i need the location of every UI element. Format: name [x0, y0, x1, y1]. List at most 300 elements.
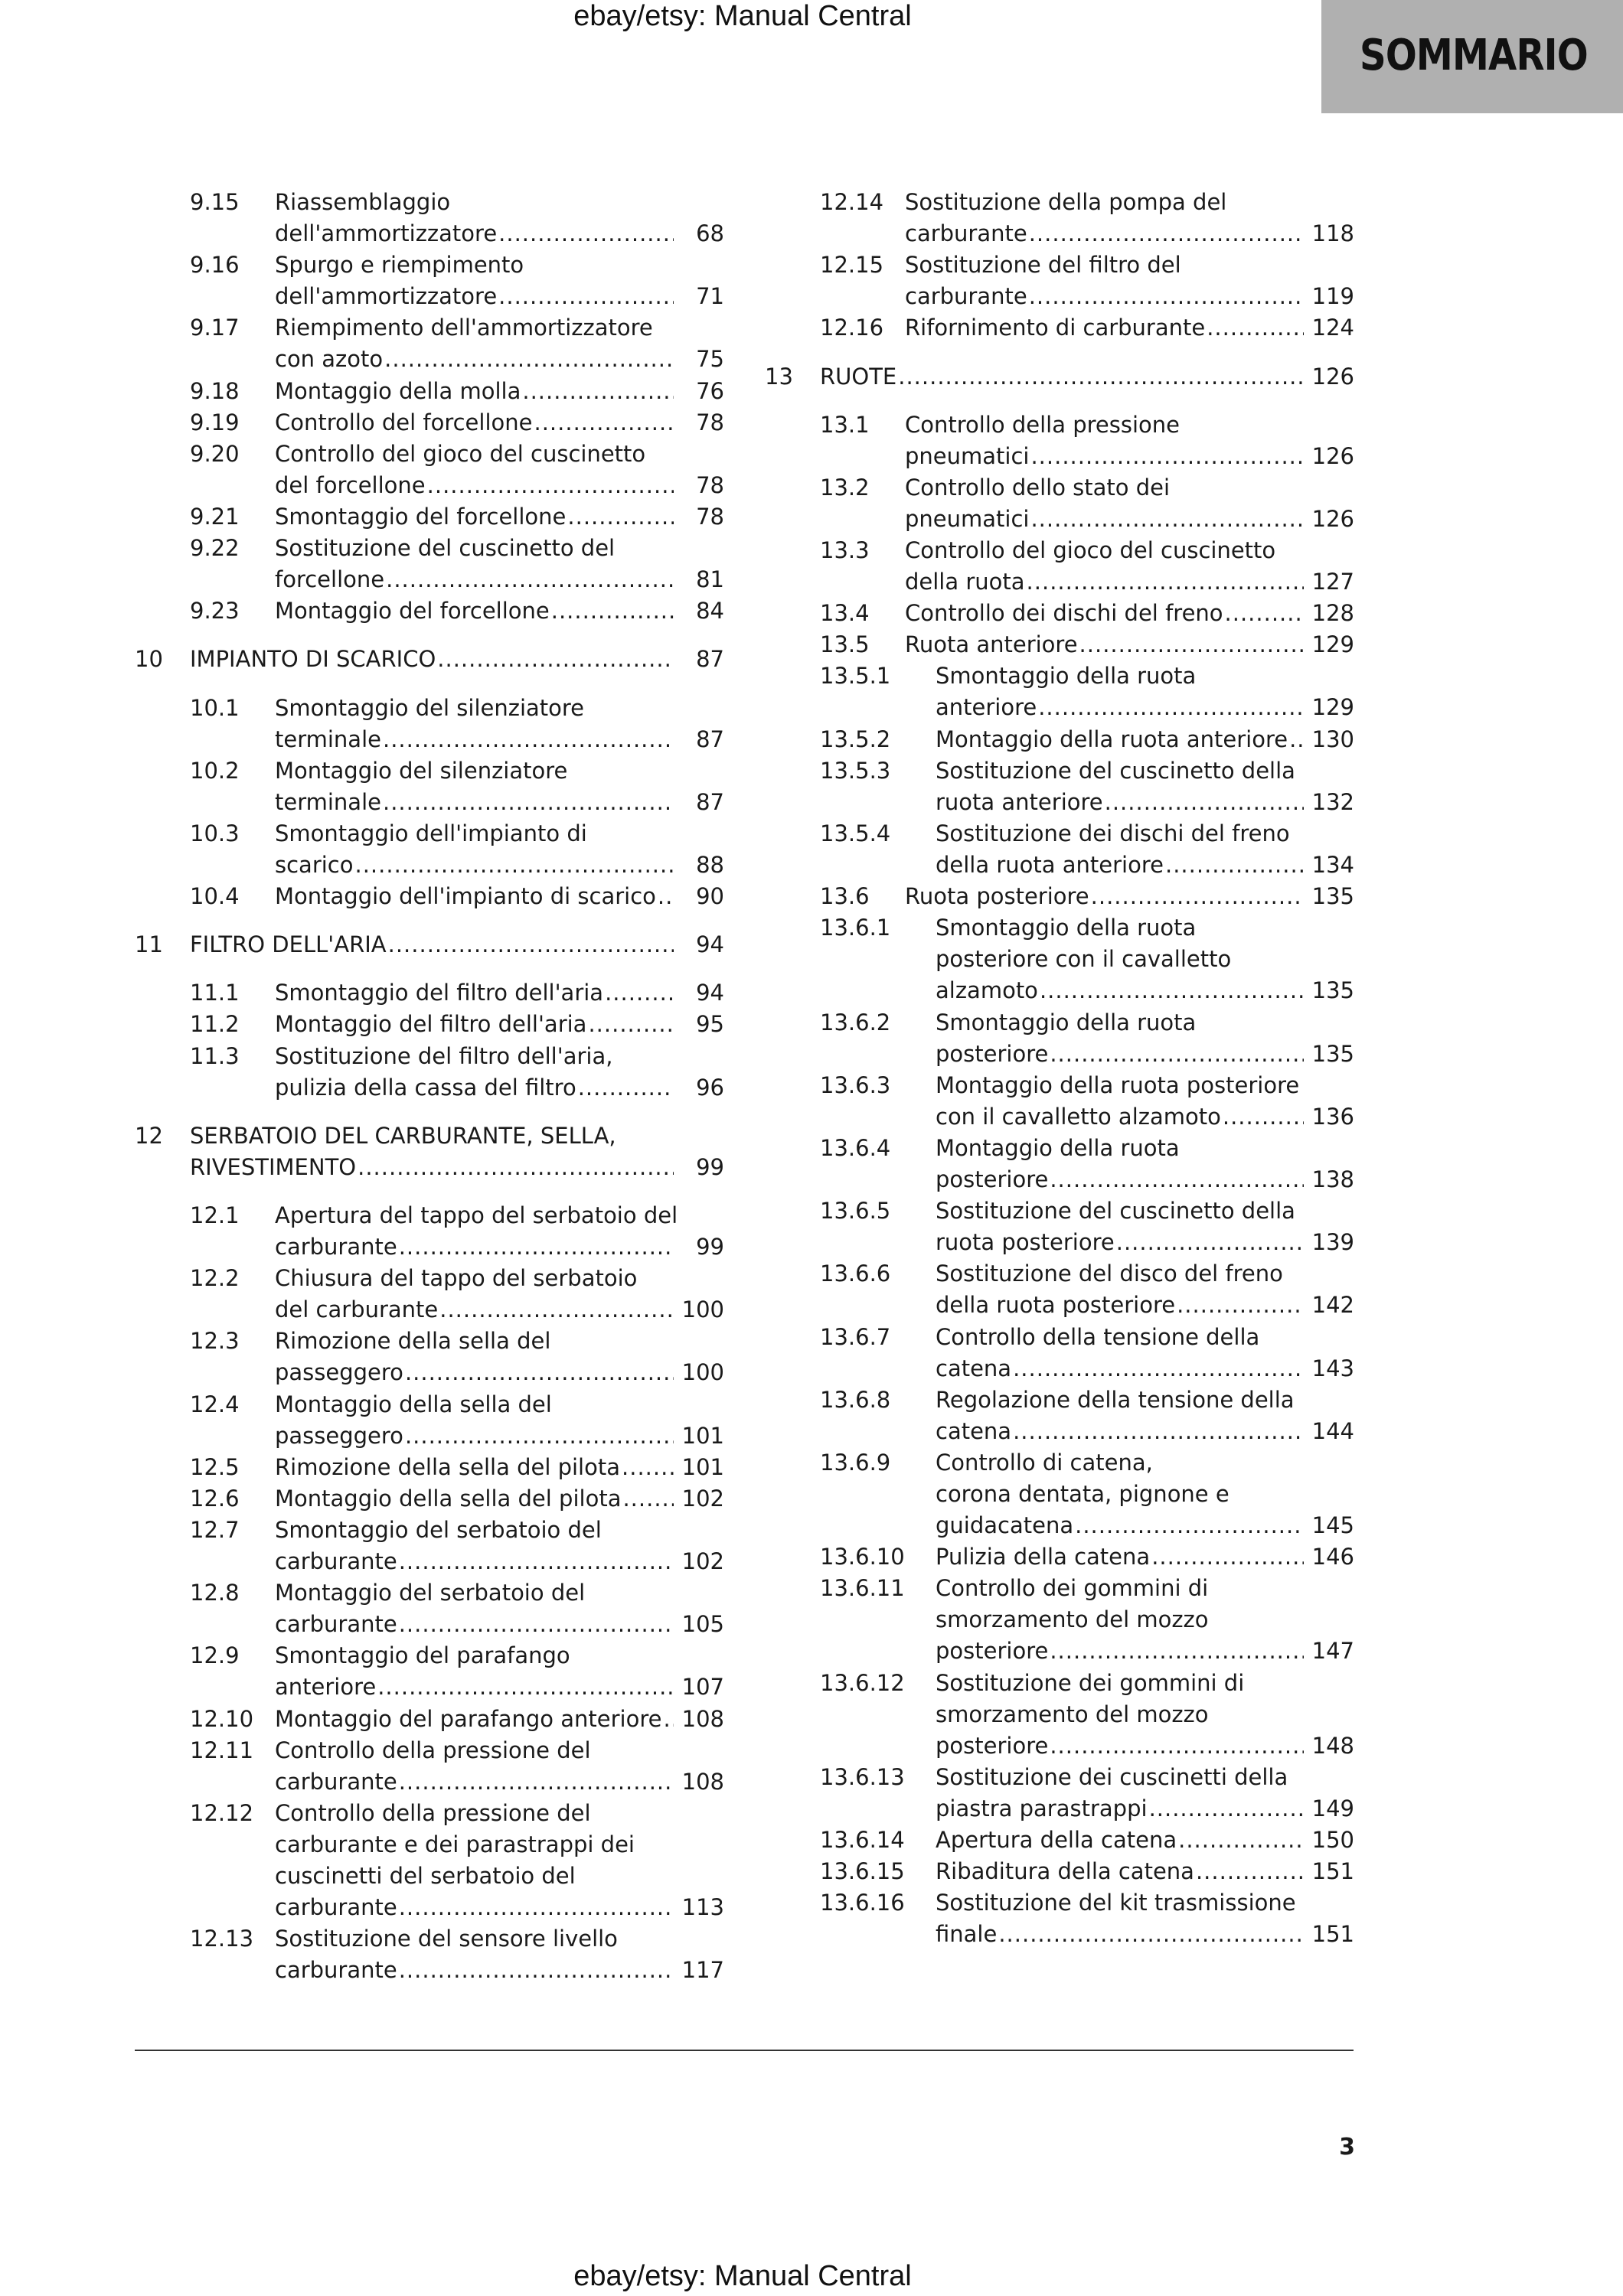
toc-entry-title-line: Smontaggio dell'impianto di: [275, 820, 587, 846]
dot-leader: [498, 218, 674, 249]
toc-entry-title-line: posteriore: [936, 1732, 1049, 1759]
toc-entry-number: 12.3: [190, 1328, 240, 1355]
toc-entry-number: 13.6.2: [820, 1009, 891, 1035]
toc-entry-number: 13.6.10: [820, 1544, 905, 1570]
toc-entry-title-line: posteriore: [936, 1040, 1049, 1067]
dot-leader: [1177, 1290, 1304, 1320]
toc-entry-number: 13.3: [820, 537, 870, 563]
toc-entry: [135, 1515, 724, 1577]
toc-entry-page: 107: [681, 1674, 724, 1701]
toc-entry: [135, 1200, 724, 1263]
toc-entry: [765, 187, 1354, 249]
toc-entry-number: 13.6.9: [820, 1449, 891, 1476]
toc-entry-number: 12.12: [190, 1799, 254, 1826]
toc-entry: [765, 818, 1354, 881]
toc-entry-title-line: della ruota anteriore: [936, 851, 1164, 878]
toc-entry-number: 13.4: [820, 600, 870, 627]
toc-entry: [765, 312, 1354, 344]
toc-entry-title-line: Spurgo e riempimento: [275, 252, 524, 279]
toc-entry-number: 13.5: [820, 631, 870, 658]
toc-entry-title-line: terminale: [275, 726, 381, 752]
toc-chapter-entry: [135, 644, 724, 675]
toc-entry-number: 10.3: [190, 820, 240, 846]
toc-entry-title-line: della ruota posteriore: [936, 1292, 1176, 1319]
toc-entry: [135, 881, 724, 912]
toc-entry-title-line: Smontaggio del serbatoio del: [275, 1516, 602, 1543]
toc-entry-title-line: posteriore con il cavalletto: [936, 946, 1232, 973]
toc-entry: [765, 1258, 1354, 1321]
toc-entry-page: 130: [1311, 726, 1354, 752]
toc-entry: [765, 1762, 1354, 1825]
toc-entry-title-line: Apertura del tappo del serbatoio del: [275, 1202, 678, 1228]
toc-entry-page: 113: [681, 1894, 724, 1921]
toc-entry: [135, 1483, 724, 1515]
toc-chapter-entry: [135, 1120, 724, 1183]
toc-entry-page: 78: [696, 471, 724, 498]
toc-entry-title-line: carburante: [275, 1957, 397, 1984]
toc-entry-number: 13.5.4: [820, 820, 891, 846]
toc-entry-title-line: pneumatici: [905, 505, 1030, 532]
section-title: SOMMARIO: [1360, 31, 1588, 80]
page-number: 3: [1339, 2134, 1355, 2161]
toc-entry-title-line: RUOTE: [820, 363, 897, 390]
toc-entry: [135, 439, 724, 501]
toc-chapter-entry: [765, 361, 1354, 393]
toc-entry-number: 9.22: [190, 535, 240, 562]
dot-leader: [567, 501, 674, 532]
dot-leader: [439, 1294, 674, 1325]
toc-entry: [135, 755, 724, 818]
toc-entry: [135, 1389, 724, 1452]
toc-entry-title-line: finale: [936, 1921, 998, 1948]
dot-leader: [622, 1452, 674, 1482]
toc-entry-title-line: Smontaggio della ruota: [936, 915, 1197, 941]
toc-entry: [135, 1577, 724, 1640]
toc-entry-title-line: carburante: [275, 1548, 397, 1574]
toc-entry-page: 87: [696, 788, 724, 815]
toc-entry-page: 139: [1311, 1229, 1354, 1256]
toc-entry-page: 144: [1311, 1417, 1354, 1444]
toc-entry-title-line: Smontaggio della ruota: [936, 1009, 1197, 1035]
toc-entry-number: 12.6: [190, 1485, 240, 1512]
toc-entry-title-line: dell'ammortizzatore: [275, 283, 498, 310]
toc-entry-title-line: Sostituzione del disco del freno: [936, 1261, 1283, 1287]
toc-entry: [135, 1263, 724, 1326]
toc-entry-title-line: smorzamento del mozzo: [936, 1701, 1209, 1727]
toc-entry-number: 13.6.1: [820, 915, 891, 941]
dot-leader: [355, 850, 674, 880]
toc-entry-title-line: anteriore: [275, 1674, 377, 1701]
toc-entry-title-line: smorzamento del mozzo: [936, 1606, 1209, 1633]
toc-entry-title-line: Montaggio della sella del: [275, 1391, 552, 1417]
dot-leader: [399, 1609, 674, 1639]
toc-entry-title-line: Montaggio del silenziatore: [275, 757, 568, 784]
toc-entry-page: 147: [1311, 1638, 1354, 1665]
dot-leader: [399, 1231, 674, 1262]
dot-leader: [1151, 1541, 1304, 1572]
toc-entry-page: 75: [696, 346, 724, 373]
toc-entry: [765, 1887, 1354, 1950]
toc-entry-title-line: corona dentata, pignone e: [936, 1480, 1229, 1507]
toc-entry-title-line: pulizia della cassa del filtro: [275, 1074, 576, 1101]
dot-leader: [399, 1955, 674, 1985]
toc-entry-number: 12.2: [190, 1265, 240, 1292]
dot-leader: [377, 1671, 674, 1702]
toc-entry-title-line: Sostituzione del sensore livello: [275, 1926, 618, 1952]
toc-entry-title-line: carburante: [275, 1233, 397, 1260]
dot-leader: [578, 1072, 674, 1103]
toc-entry-number: 9.16: [190, 252, 240, 279]
toc-entry-title-line: Smontaggio della ruota: [936, 663, 1197, 690]
toc-entry-page: 108: [681, 1768, 724, 1795]
dot-leader: [551, 595, 674, 626]
dot-leader: [1027, 566, 1304, 597]
toc-entry-page: 101: [681, 1422, 724, 1449]
toc-entry-title-line: Montaggio della ruota posteriore: [936, 1071, 1300, 1098]
toc-entry-number: 13.6.5: [820, 1198, 891, 1225]
toc-entry: [135, 533, 724, 595]
toc-entry-page: 78: [696, 409, 724, 435]
toc-entry-page: 134: [1311, 851, 1354, 878]
toc-entry: [765, 1007, 1354, 1070]
dot-leader: [1050, 1730, 1304, 1761]
toc-entry-page: 135: [1311, 1040, 1354, 1067]
dot-leader: [898, 361, 1304, 392]
toc-entry-title-line: Controllo di catena,: [936, 1449, 1153, 1476]
dot-leader: [1225, 598, 1304, 628]
toc-entry-page: 108: [681, 1705, 724, 1732]
dot-leader: [1050, 1039, 1304, 1069]
toc-entry-title-line: Montaggio della sella del pilota: [275, 1485, 622, 1512]
dot-leader: [498, 281, 674, 311]
toc-entry-title-line: Controllo del forcellone: [275, 409, 533, 435]
toc-entry-title-line: Controllo del gioco del cuscinetto: [275, 440, 646, 467]
toc-entry-title-line: Smontaggio del parafango: [275, 1642, 570, 1669]
toc-entry-title-line: con azoto: [275, 346, 384, 373]
toc-entry: [765, 1070, 1354, 1133]
toc-entry: [135, 1923, 724, 1986]
toc-entry-title-line: Controllo del gioco del cuscinetto: [905, 537, 1276, 563]
toc-entry-title-line: dell'ammortizzatore: [275, 220, 498, 247]
toc-entry-number: 12.14: [820, 189, 884, 215]
toc-entry-title-line: Sostituzione del filtro dell'aria,: [275, 1042, 613, 1069]
toc-entry-number: 9.17: [190, 315, 240, 341]
toc-entry: [135, 977, 724, 1009]
toc-entry-number: 12.7: [190, 1516, 240, 1543]
dot-leader: [622, 1483, 674, 1514]
toc-entry-title-line: Chiusura del tappo del serbatoio: [275, 1265, 638, 1292]
toc-entry-page: 132: [1311, 788, 1354, 815]
toc-entry: [765, 1322, 1354, 1384]
toc-entry-number: 13.5.1: [820, 663, 891, 690]
toc-entry-title-line: Rimozione della sella del: [275, 1328, 551, 1355]
toc-entry: [135, 1326, 724, 1388]
toc-entry: [135, 1704, 724, 1735]
toc-entry-title-line: Sostituzione dei dischi del freno: [936, 820, 1290, 846]
toc-entry-number: 12.5: [190, 1453, 240, 1480]
toc-entry-title-line: carburante e dei parastrappi dei: [275, 1831, 635, 1857]
dot-leader: [522, 376, 674, 406]
toc-entry-page: 95: [696, 1011, 724, 1038]
watermark-bottom: ebay/etsy: Manual Central: [573, 2260, 912, 2292]
toc-entry: [765, 755, 1354, 818]
toc-entry-number: 9.18: [190, 377, 240, 404]
toc-entry-page: 101: [681, 1453, 724, 1480]
toc-entry-page: 102: [681, 1485, 724, 1512]
toc-entry-page: 99: [696, 1153, 724, 1180]
toc-entry-page: 146: [1311, 1544, 1354, 1570]
toc-entry-page: 143: [1311, 1355, 1354, 1381]
dot-leader: [383, 787, 674, 817]
toc-entry-number: 13.6.7: [820, 1323, 891, 1350]
toc-entry-title-line: Sostituzione del filtro del: [905, 252, 1181, 279]
toc-entry-title-line: del forcellone: [275, 471, 426, 498]
toc-entry-number: 13.1: [820, 411, 870, 438]
dot-leader: [388, 929, 674, 960]
toc-entry-number: 9.20: [190, 440, 240, 467]
dot-leader: [1207, 312, 1304, 343]
toc-entry-number: 12.10: [190, 1705, 254, 1732]
dot-leader: [1178, 1825, 1304, 1855]
toc-entry-title-line: carburante: [275, 1611, 397, 1638]
toc-entry: [765, 1541, 1354, 1573]
toc-entry-title-line: Montaggio della ruota: [936, 1134, 1180, 1161]
toc-entry-number: 12.9: [190, 1642, 240, 1669]
toc-entry-title-line: Sostituzione dei cuscinetti della: [936, 1763, 1288, 1790]
toc-entry: [765, 598, 1354, 629]
toc-entry-number: 10.4: [190, 883, 240, 910]
toc-entry-title-line: della ruota: [905, 569, 1025, 595]
toc-entry-page: 126: [1311, 363, 1354, 390]
toc-entry-number: 9.23: [190, 598, 240, 625]
toc-entry: [765, 535, 1354, 598]
dot-leader: [1029, 218, 1304, 249]
toc-entry-page: 100: [681, 1359, 724, 1386]
toc-entry-title-line: Sostituzione della pompa del: [905, 189, 1227, 215]
toc-entry-page: 151: [1311, 1921, 1354, 1948]
toc-entry-title-line: ruota anteriore: [936, 788, 1103, 815]
dot-leader: [383, 724, 674, 755]
toc-entry-number: 12.4: [190, 1391, 240, 1417]
toc-entry-number: 13.6.4: [820, 1134, 891, 1161]
toc-entry: [765, 724, 1354, 755]
toc-entry: [135, 818, 724, 881]
dot-leader: [605, 977, 674, 1008]
toc-entry-number: 11.2: [190, 1011, 240, 1038]
toc-entry-title-line: ruota posteriore: [936, 1229, 1115, 1256]
dot-leader: [399, 1766, 674, 1797]
toc-entry-title-line: Controllo della pressione: [905, 411, 1180, 438]
toc-entry-number: 9.21: [190, 504, 240, 530]
toc-entry: [765, 1573, 1354, 1667]
toc-entry-title-line: anteriore: [936, 694, 1037, 721]
toc-entry-title-line: del carburante: [275, 1296, 439, 1323]
toc-entry-number: 10.2: [190, 757, 240, 784]
toc-entry: [765, 249, 1354, 312]
toc-entry: [765, 472, 1354, 535]
toc-entry-number: 11.3: [190, 1042, 240, 1069]
toc-entry: [135, 1798, 724, 1923]
toc-entry: [135, 501, 724, 533]
toc-entry-page: 99: [696, 1233, 724, 1260]
toc-entry-title-line: Montaggio della ruota anteriore: [936, 726, 1288, 752]
toc-entry: [135, 1735, 724, 1798]
toc-entry: [765, 881, 1354, 912]
toc-entry-title-line: Pulizia della catena: [936, 1544, 1151, 1570]
toc-entry-title-line: Controllo dei dischi del freno: [905, 600, 1223, 627]
toc-entry: [765, 1195, 1354, 1258]
toc-entry-number: 12.1: [190, 1202, 240, 1228]
toc-entry-number: 13.6.11: [820, 1575, 905, 1602]
toc-entry-title-line: Sostituzione del cuscinetto della: [936, 757, 1295, 784]
toc-entry: [135, 595, 724, 627]
toc-entry: [765, 1384, 1354, 1447]
toc-entry-number: 13.6.3: [820, 1071, 891, 1098]
toc-entry-page: 88: [696, 851, 724, 878]
toc-entry-page: 138: [1311, 1166, 1354, 1192]
dot-leader: [658, 881, 674, 912]
toc-entry-number: 13.5.3: [820, 757, 891, 784]
toc-entry-title-line: Regolazione della tensione della: [936, 1386, 1295, 1413]
toc-entry: [135, 376, 724, 407]
dot-leader: [1050, 1164, 1304, 1195]
toc-entry-title-line: Montaggio della molla: [275, 377, 521, 404]
toc-entry-page: 145: [1311, 1512, 1354, 1539]
dot-leader: [534, 407, 674, 438]
dot-leader: [1050, 1636, 1304, 1666]
toc-entry-number: 13.6.13: [820, 1763, 905, 1790]
toc-entry-title-line: guidacatena: [936, 1512, 1074, 1539]
dot-leader: [588, 1009, 674, 1039]
toc-entry-page: 129: [1311, 631, 1354, 658]
dot-leader: [1079, 629, 1304, 660]
toc-entry-page: 127: [1311, 569, 1354, 595]
toc-entry: [135, 187, 724, 249]
toc-entry-title-line: catena: [936, 1355, 1012, 1381]
toc-entry-title-line: Montaggio del parafango anteriore: [275, 1705, 662, 1732]
dot-leader: [1030, 504, 1304, 534]
toc-entry-title-line: Sostituzione dei gommini di: [936, 1669, 1245, 1696]
toc-entry-number: 12: [135, 1122, 163, 1149]
toc-entry-number: 12.16: [820, 315, 884, 341]
toc-entry-title-line: Smontaggio del silenziatore: [275, 694, 585, 721]
dot-leader: [1030, 441, 1304, 471]
dot-leader: [405, 1420, 674, 1451]
toc-entry-number: 11: [135, 931, 163, 958]
dot-leader: [358, 1152, 674, 1182]
toc-entry: [135, 407, 724, 439]
toc-entry-number: 12.13: [190, 1926, 254, 1952]
toc-entry-title-line: cuscinetti del serbatoio del: [275, 1862, 576, 1889]
dot-leader: [663, 1704, 674, 1734]
toc-entry-number: 12.8: [190, 1580, 240, 1606]
toc-entry-number: 13.6.16: [820, 1890, 905, 1916]
toc-entry-page: 76: [696, 377, 724, 404]
toc-entry-title-line: Montaggio dell'impianto di scarico: [275, 883, 656, 910]
dot-leader: [998, 1919, 1304, 1949]
toc-entry-title-line: piastra parastrappi: [936, 1795, 1148, 1821]
toc-entry-title-line: Ribaditura della catena: [936, 1858, 1194, 1885]
dot-leader: [1013, 1353, 1304, 1384]
toc-entry-title-line: Rimozione della sella del pilota: [275, 1453, 621, 1480]
toc-entry-title-line: Sostituzione del kit trasmissione: [936, 1890, 1296, 1916]
toc-entry-title-line: Smontaggio del forcellone: [275, 504, 567, 530]
dot-leader: [1029, 281, 1304, 311]
dot-leader: [1013, 1416, 1304, 1446]
toc-entry-number: 13.6.15: [820, 1858, 905, 1885]
toc-entry-page: 87: [696, 646, 724, 673]
toc-entry-page: 90: [696, 883, 724, 910]
toc-entry-number: 13.6.12: [820, 1669, 905, 1696]
toc-chapter-entry: [135, 929, 724, 960]
toc-entry-number: 13.6: [820, 883, 870, 910]
toc-entry-number: 9.19: [190, 409, 240, 435]
dot-leader: [437, 644, 674, 674]
toc-entry-page: 124: [1311, 315, 1354, 341]
toc-entry: [765, 1447, 1354, 1541]
toc-entry-title-line: pneumatici: [905, 442, 1030, 469]
toc-entry: [135, 693, 724, 755]
dot-leader: [1165, 850, 1304, 880]
toc-entry-page: 87: [696, 726, 724, 752]
toc-entry-title-line: scarico: [275, 851, 354, 878]
toc-entry-page: 117: [681, 1957, 724, 1984]
toc-entry-title-line: Ruota anteriore: [905, 631, 1078, 658]
dot-leader: [386, 564, 674, 595]
toc-entry-title-line: Sostituzione del cuscinetto del: [275, 535, 616, 562]
dot-leader: [399, 1892, 674, 1923]
toc-entry-title-line: Controllo della pressione del: [275, 1799, 591, 1826]
dot-leader: [1075, 1510, 1304, 1541]
watermark-top: ebay/etsy: Manual Central: [573, 0, 912, 32]
toc-entry: [765, 1856, 1354, 1887]
toc-entry-page: 148: [1311, 1732, 1354, 1759]
toc-entry-number: 10: [135, 646, 163, 673]
toc-entry-title-line: Controllo dello stato dei: [905, 474, 1171, 501]
toc-entry-number: 13: [765, 363, 793, 390]
toc-entry-page: 151: [1311, 1858, 1354, 1885]
toc-entry-title-line: carburante: [275, 1894, 397, 1921]
dot-leader: [1149, 1793, 1304, 1824]
toc-entry-page: 105: [681, 1611, 724, 1638]
toc-entry: [765, 629, 1354, 660]
toc-entry: [135, 1041, 724, 1104]
toc-entry-title-line: FILTRO DELL'ARIA: [190, 931, 387, 958]
dot-leader: [1289, 724, 1304, 755]
toc-entry-title-line: Controllo della tensione della: [936, 1323, 1260, 1350]
toc-entry-title-line: Controllo dei gommini di: [936, 1575, 1209, 1602]
toc-entry: [135, 312, 724, 375]
toc-entry-page: 78: [696, 504, 724, 530]
toc-entry-number: 13.6.14: [820, 1827, 905, 1854]
toc-entry-title-line: forcellone: [275, 566, 385, 593]
toc-entry-number: 9.15: [190, 189, 240, 215]
toc-entry-page: 118: [1311, 220, 1354, 247]
toc-entry-number: 10.1: [190, 694, 240, 721]
toc-entry-page: 119: [1311, 283, 1354, 310]
toc-entry-title-line: passeggero: [275, 1359, 403, 1386]
toc-entry-page: 94: [696, 931, 724, 958]
toc-entry: [765, 1133, 1354, 1195]
dot-leader: [1038, 692, 1304, 722]
toc-entry: [765, 1825, 1354, 1856]
dot-leader: [1091, 881, 1304, 912]
toc-entry: [135, 1009, 724, 1040]
toc-entry-title-line: Sostituzione del cuscinetto della: [936, 1198, 1295, 1225]
toc-entry-page: 135: [1311, 883, 1354, 910]
toc-entry-page: 126: [1311, 442, 1354, 469]
toc-entry-page: 149: [1311, 1795, 1354, 1821]
